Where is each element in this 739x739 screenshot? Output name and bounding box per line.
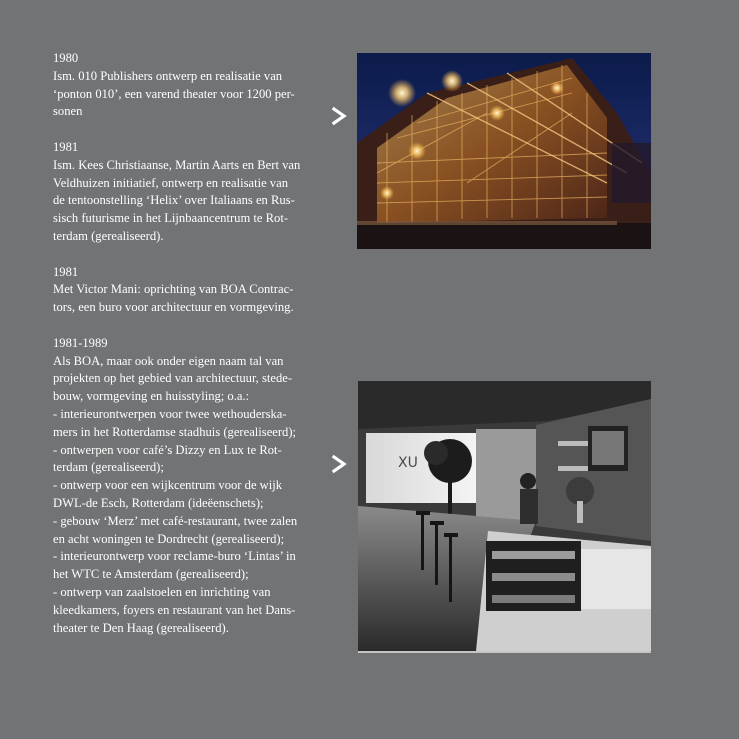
entry-line: DWL-de Esch, Rotterdam (ideëenschets); xyxy=(53,495,264,510)
entry-line: theater te Den Haag (gerealiseerd). xyxy=(53,620,229,635)
entry-year: 1981 xyxy=(53,139,79,154)
entry-line: sisch futurisme in het Lijnbaancentrum te Rot- xyxy=(53,211,289,226)
project-history-text xyxy=(53,50,345,655)
entry-1980-ponton xyxy=(53,50,345,121)
entry-line: het WTC te Amsterdam (gerealiseerd); xyxy=(53,567,249,582)
entry-line: Ism. Kees Christiaanse, Martin Aarts en Bert van xyxy=(53,157,301,172)
chevron-right-icon xyxy=(330,454,348,474)
entry-line: - ontwerp van zaalstoelen en inrichting van xyxy=(53,584,271,599)
entry-line: Ism. 010 Publishers ontwerp en realisatie van xyxy=(53,68,283,83)
cafe-interior-photo xyxy=(358,381,651,653)
entry-line: - ontwerpen voor café’s Dizzy en Lux te Rot- xyxy=(53,442,282,457)
entry-1981-helix xyxy=(53,139,345,246)
entry-line: ‘ponton 010’, een varend theater voor 1200 per- xyxy=(53,86,295,101)
cafe-sign-text: XU xyxy=(398,455,418,471)
entry-line: Met Victor Mani: oprichting van BOA Contrac- xyxy=(53,282,294,297)
entry-line: - gebouw ‘Merz’ met café-restaurant, twee zalen xyxy=(53,513,298,528)
entry-line: tors, een buro voor architectuur en vormgeving. xyxy=(53,300,294,315)
entry-year: 1981-1989 xyxy=(53,335,108,350)
entry-line: de tentoonstelling ‘Helix’ over Italiaans en Rus- xyxy=(53,193,295,208)
entry-line: sonen xyxy=(53,104,83,119)
floating-theatre-night-photo xyxy=(357,53,651,249)
entry-line: projekten op het gebied van architectuur, stede- xyxy=(53,371,293,386)
entry-line: mers in het Rotterdamse stadhuis (gerealiseerd); xyxy=(53,424,297,439)
entry-1981-1989-projects xyxy=(53,335,345,638)
entry-line: - ontwerp voor een wijkcentrum voor de wijk xyxy=(53,478,283,493)
entry-year: 1981 xyxy=(53,264,79,279)
entry-year: 1980 xyxy=(53,51,79,65)
entry-line: Veldhuizen initiatief, ontwerp en realisatie van xyxy=(53,175,288,190)
entry-line: terdam (gerealiseerd); xyxy=(53,460,164,475)
entry-line: - interieurontwerp voor reclame-buro ‘Lintas’ in xyxy=(53,549,296,564)
entry-line: Als BOA, maar ook onder eigen naam tal van xyxy=(53,353,284,368)
entry-line: - interieurontwerpen voor twee wethouderska- xyxy=(53,406,287,421)
entry-line: terdam (gerealiseerd). xyxy=(53,228,164,243)
entry-line: en acht woningen te Dordrecht (gerealiseerd); xyxy=(53,531,285,546)
entry-1981-boa xyxy=(53,264,345,317)
chevron-right-icon xyxy=(330,106,348,126)
entry-line: kleedkamers, foyers en restaurant van het Dans- xyxy=(53,602,296,617)
entry-line: bouw, vormgeving en huisstyling; o.a.: xyxy=(53,389,250,404)
